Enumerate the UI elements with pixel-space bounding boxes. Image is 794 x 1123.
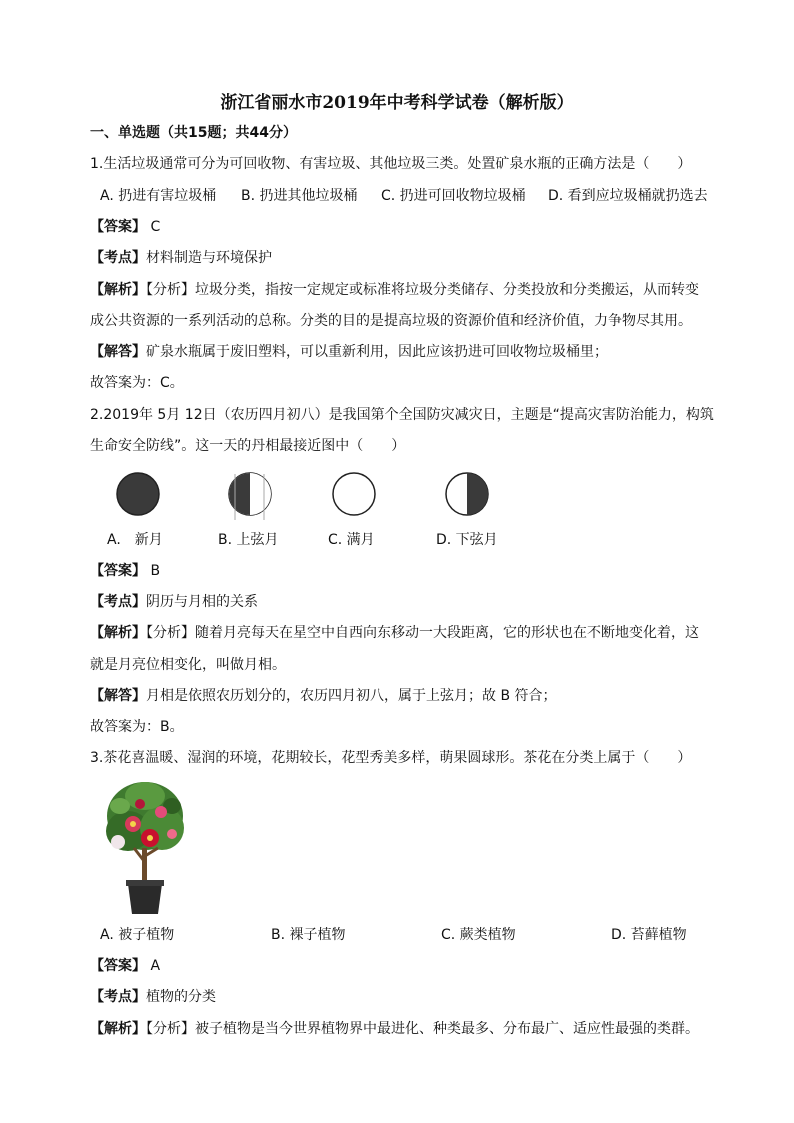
answer-tag: 【答案】 [90, 219, 146, 235]
q2-option-c: C. 满月 [328, 532, 375, 548]
q1-solution-line [90, 342, 608, 362]
q3-option-d: D. 苔藓植物 [611, 927, 687, 943]
q1-stem: 1.生活垃圾通常可分为可回收物、有害垃圾、其他垃圾三类。处置矿泉水瓶的正确方法是（ ） [90, 156, 692, 172]
q3-stem: 3.茶花喜温暖、湿润的环境，花期较长，花型秀美多样，萌果圆球形。茶花在分类上属于（ ） [90, 750, 692, 766]
q2-option-d: D. 下弦月 [436, 532, 498, 548]
q2-point-line [90, 592, 258, 612]
analysis-tag: 【解析】 [90, 625, 146, 641]
q3-option-c: C. 蕨类植物 [441, 927, 516, 943]
answer-tag: 【答案】 [90, 563, 146, 579]
point-tag: 【考点】 [90, 594, 146, 610]
new-moon-figure [114, 470, 162, 518]
q2-analysis-line-2: 就是月亮位相变化，叫做月相。 [90, 657, 286, 673]
analysis-tag: 【解析】 [90, 282, 146, 298]
q1-option-a: A. 扔进有害垃圾桶 [100, 188, 217, 204]
analysis-tag: 【解析】 [90, 1021, 146, 1037]
answer-value: B [150, 563, 161, 579]
last-quarter-moon-figure [443, 470, 491, 518]
point-tag: 【考点】 [90, 989, 146, 1005]
solution-tag: 【解答】 [90, 344, 146, 360]
q2-analysis-line [90, 623, 699, 643]
q2-conclusion: 故答案为：B。 [90, 719, 184, 735]
q2-solution-line [90, 686, 557, 706]
camellia-plant-image [100, 776, 190, 916]
q1-analysis-line-2: 成公共资源的一系列活动的总称。分类的目的是提高垃圾的资源价值和经济价值，力争物尽其用。 [90, 313, 692, 329]
point-value: 阴历与月相的关系 [146, 594, 258, 610]
first-quarter-moon-figure [224, 468, 276, 522]
q3-option-b: B. 裸子植物 [271, 927, 346, 943]
q3-option-a: A. 被子植物 [100, 927, 175, 943]
solution-text: 月相是依照农历划分的，农历四月初八，属于上弦月；故 B 符合； [146, 688, 557, 704]
point-value: 材料制造与环境保护 [146, 250, 272, 266]
q2-option-b: B. 上弦月 [218, 532, 279, 548]
q1-option-c: C. 扔进可回收物垃圾桶 [381, 188, 526, 204]
q3-answer-line [90, 956, 160, 976]
answer-tag: 【答案】 [90, 958, 146, 974]
point-value: 植物的分类 [146, 989, 216, 1005]
q1-analysis-line [90, 280, 699, 300]
point-tag: 【考点】 [90, 250, 146, 266]
q2-option-a: A. 新月 [107, 532, 163, 548]
q2-stem-line-2: 生命安全防线”。这一天的丹相最接近图中（ ） [90, 438, 406, 454]
q1-option-b: B. 扔进其他垃圾桶 [241, 188, 358, 204]
solution-tag: 【解答】 [90, 688, 146, 704]
full-moon-figure [330, 470, 378, 518]
q1-point-line [90, 248, 272, 268]
analysis-text: 【分析】被子植物是当今世界植物界中最进化、种类最多、分布最广、适应性最强的类群。 [146, 1021, 699, 1037]
page-title: 浙江省丽水市2019年中考科学试卷（解析版） [220, 93, 574, 113]
q3-analysis-line [90, 1019, 699, 1039]
analysis-text: 【分析】随着月亮每天在星空中自西向东移动一大段距离，它的形状也在不断地变化着，这 [146, 625, 699, 641]
q1-answer-line [90, 217, 160, 237]
section-heading: 一、单选题（共15题；共44分） [90, 125, 297, 141]
answer-value: C [150, 219, 161, 235]
analysis-text: 【分析】垃圾分类，指按一定规定或标准将垃圾分类储存、分类投放和分类搬运，从而转变 [146, 282, 699, 298]
q1-option-d: D. 看到应垃圾桶就扔选去 [548, 188, 708, 204]
solution-text: 矿泉水瓶属于废旧塑料，可以重新利用，因此应该扔进可回收物垃圾桶里； [146, 344, 608, 360]
q1-conclusion: 故答案为：C。 [90, 375, 184, 391]
answer-value: A [150, 958, 161, 974]
q2-answer-line [90, 561, 160, 581]
q3-point-line [90, 987, 216, 1007]
q2-stem-line-1: 2.2019年 5月 12日（农历四月初八）是我国第个全国防灾减灾日，主题是“提高灾害防治能力，构筑 [90, 407, 714, 423]
